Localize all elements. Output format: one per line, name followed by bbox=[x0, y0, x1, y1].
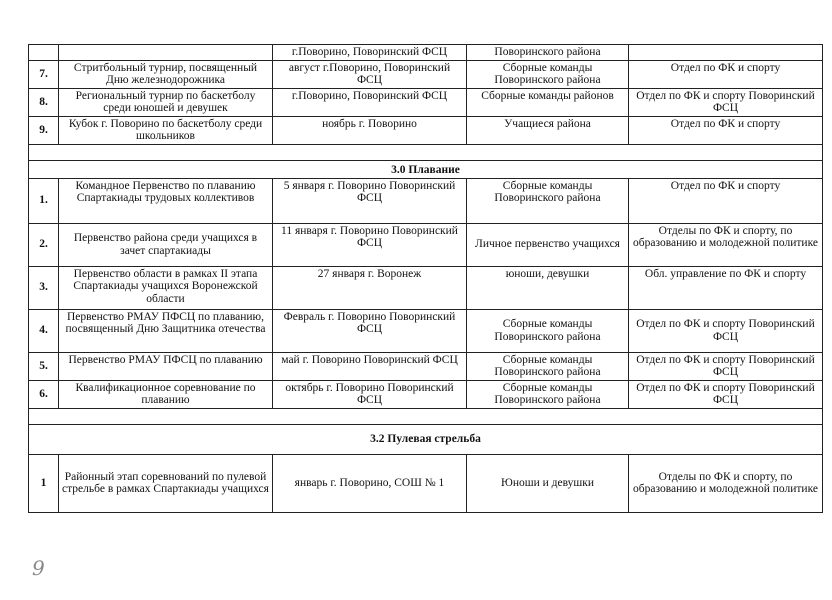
table-row: 6. Квалификационное соревнование по плаванию октябрь г. Поворино Поворинский ФСЦ Сборные команды Поворинского района Отдел по ФК и спорту Поворинский ФСЦ bbox=[29, 380, 823, 408]
table-row: 3. Первенство области в рамках II этапа Спартакиады учащихся Воронежской области 27 января г. Воронеж юноши, девушки Обл. управление по ФК и спорту bbox=[29, 266, 823, 309]
table-row: 8. Региональный турнир по баскетболу среди юношей и девушек г.Поворино, Поворинский ФСЦ Сборные команды районов Отдел по ФК и спорту Поворинский ФСЦ bbox=[29, 88, 823, 116]
table-row: 7. Стритбольный турнир, посвященный Дню железнодорожника август г.Поворино, Поворинский ФСЦ Сборные команды Поворинского района Отдел по ФК и спорту bbox=[29, 60, 823, 88]
page-number: 9 bbox=[32, 556, 45, 580]
table-row: 2. Первенство района среди учащихся в зачет спартакиады 11 января г. Поворино Поворинский ФСЦ Личное первенство учащихся Отделы по ФК и спорту, по образованию и молодежной политике bbox=[29, 223, 823, 266]
spacer-row bbox=[29, 408, 823, 424]
table-row: 9. Кубок г. Поворино по баскетболу среди школьников ноябрь г. Поворино Учащиеся района Отдел по ФК и спорту bbox=[29, 116, 823, 144]
section-header-shooting: 3.2 Пулевая стрельба bbox=[29, 424, 823, 454]
table-row: 5. Первенство РМАУ ПФСЦ по плаванию май г. Поворино Поворинский ФСЦ Сборные команды Поворинского района Отдел по ФК и спорту Поворинский ФСЦ bbox=[29, 352, 823, 380]
table-row: 1. Командное Первенство по плаванию Спартакиады трудовых коллективов 5 января г. Поворино Поворинский ФСЦ Сборные команды Поворинского района Отдел по ФК и спорту bbox=[29, 178, 823, 223]
table-row: 1 Районный этап соревнований по пулевой стрельбе в рамках Спартакиады учащихся январь г. Поворино, СОШ № 1 Юноши и девушки Отделы по ФК и спорту, по образованию и молодежной политике bbox=[29, 454, 823, 512]
section-header-swimming: 3.0 Плавание bbox=[29, 160, 823, 178]
events-table bbox=[28, 44, 823, 513]
table-row: 4. Первенство РМАУ ПФСЦ по плаванию, посвященный Дню Защитника отечества Февраль г. Поворино Поворинский ФСЦ Сборные команды Поворинского района Отдел по ФК и спорту Поворинский ФСЦ bbox=[29, 309, 823, 352]
spacer-row bbox=[29, 144, 823, 160]
table-row: г.Поворино, Поворинский ФСЦ Поворинского района bbox=[29, 45, 823, 61]
